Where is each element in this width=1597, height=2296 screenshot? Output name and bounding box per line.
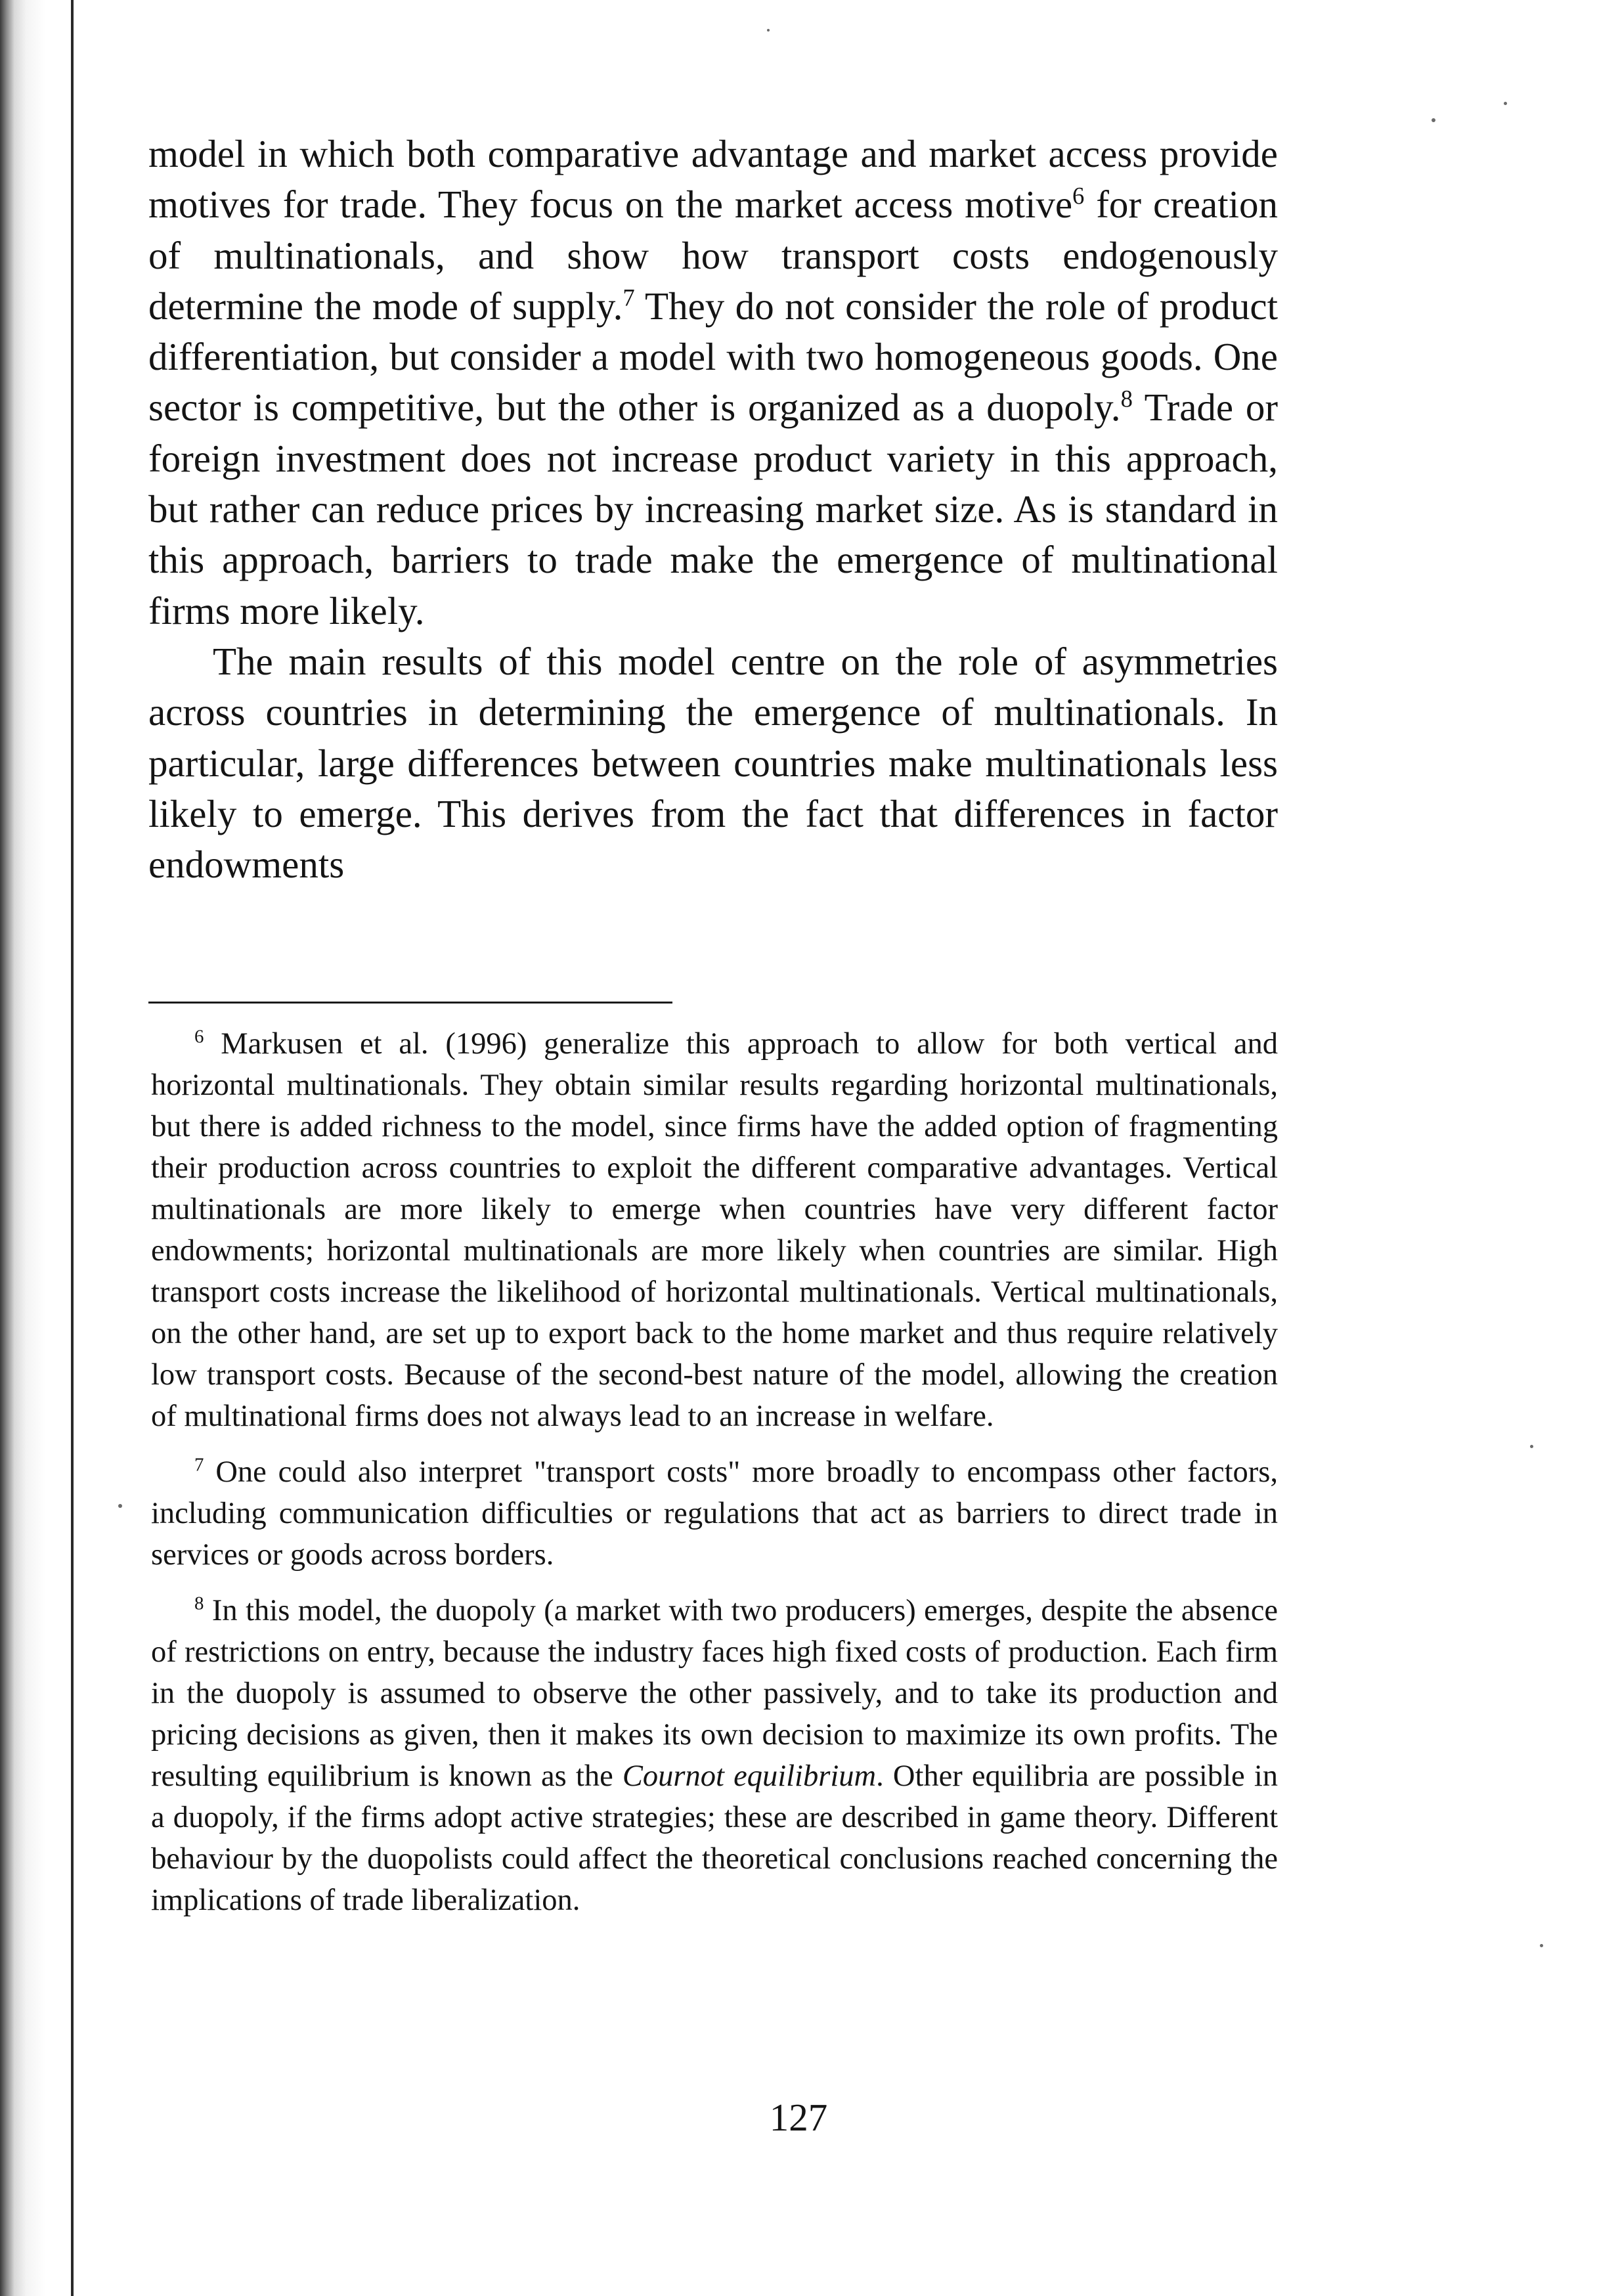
paragraph-1-part-2: for creation of multinationals, and show how transport costs endogenously determine the mode of supply. [148, 183, 1278, 328]
scan-speck [1530, 1445, 1533, 1448]
scan-speck [1432, 118, 1435, 122]
footnote-7 [151, 1451, 1278, 1576]
footnote-ref-6[interactable]: 6 [1072, 182, 1085, 210]
page-binding-shadow [0, 0, 79, 2296]
scan-speck [1504, 102, 1507, 105]
page-number: 127 [769, 2096, 828, 2139]
body-text [148, 129, 1278, 890]
footnote-number: 6 [194, 1026, 204, 1048]
footnotes [151, 1023, 1278, 1935]
footnote-number: 7 [194, 1454, 204, 1476]
footnote-6 [151, 1023, 1278, 1437]
footnote-text: One could also interpret "transport costs" more broadly to encompass other factors, including communication difficulties or regulations that act as barriers to direct trade in services or goods across borders. [151, 1455, 1278, 1572]
footnote-text-part-1: In this model, the duopoly (a market with two producers) emerges, despite the absence of restrictions on entry, because the industry faces high fixed costs of production. Each firm in the duopoly is assumed to observe the other passively, and to take its production and pricing decisions as given, then it makes its own decision to maximize its own profits. The resulting equilibrium is known as the [151, 1594, 1278, 1793]
page-binding-line [71, 0, 74, 2296]
paragraph-1-part-3: They do not consider the role of product differentiation, but consider a model with two homogeneous goods. One sector is competitive, but the other is organized as a duopoly. [148, 284, 1278, 430]
paragraph-2: The main results of this model centre on the role of asymmetries across countries in determining the emergence of multinationals. In particular, large differences between countries make multinationals less likely to emerge. This derives from the fact that differences in factor endowments [148, 639, 1278, 887]
scan-speck [767, 29, 770, 32]
footnote-text: Markusen et al. (1996) generalize this approach to allow for both vertical and horizontal multinationals. They obtain similar results regarding horizontal multinationals, but there is added richness to the model, since firms have the added option of fragmenting their production across countries to exploit the different comparative advantages. Vertical multinationals are more likely to emerge when countries have very different factor endowments; horizontal multinationals are more likely when countries are similar. High transport costs increase the likelihood of horizontal multinationals. Vertical multinationals, on the other hand, are set up to export back to the home market and thus require relatively low transport costs. Because of the second-best nature of the model, allowing the creation of multinational firms does not always lead to an increase in welfare. [151, 1027, 1279, 1433]
footnote-divider [148, 1002, 672, 1004]
scan-speck [118, 1504, 122, 1508]
footnote-emphasis: Cournot equilibrium [622, 1759, 877, 1793]
footnote-text-part-2: . Other equilibria are possible in a duopoly, if the firms adopt active strategies; these are described in game theory. Different behaviour by the duopolists could affect the theoretical conclusions reached concerning the implications of trade liberalization. [151, 1759, 1278, 1917]
paragraph-1-part-1: model in which both comparative advantage and market access provide motives for trade. They focus on the market access motive [148, 132, 1278, 227]
footnote-ref-7[interactable]: 7 [623, 284, 635, 311]
paragraph-1 [148, 129, 1278, 636]
scan-speck [1540, 1944, 1543, 1947]
footnote-ref-8[interactable]: 8 [1120, 385, 1133, 412]
footnote-number: 8 [194, 1593, 204, 1614]
footnote-8 [151, 1590, 1278, 1921]
paragraph-1-part-4: Trade or foreign investment does not increase product variety in this approach, but rather can reduce prices by increasing market size. As is standard in this approach, barriers to trade make the emergence of multinational firms more likely. [148, 386, 1278, 632]
